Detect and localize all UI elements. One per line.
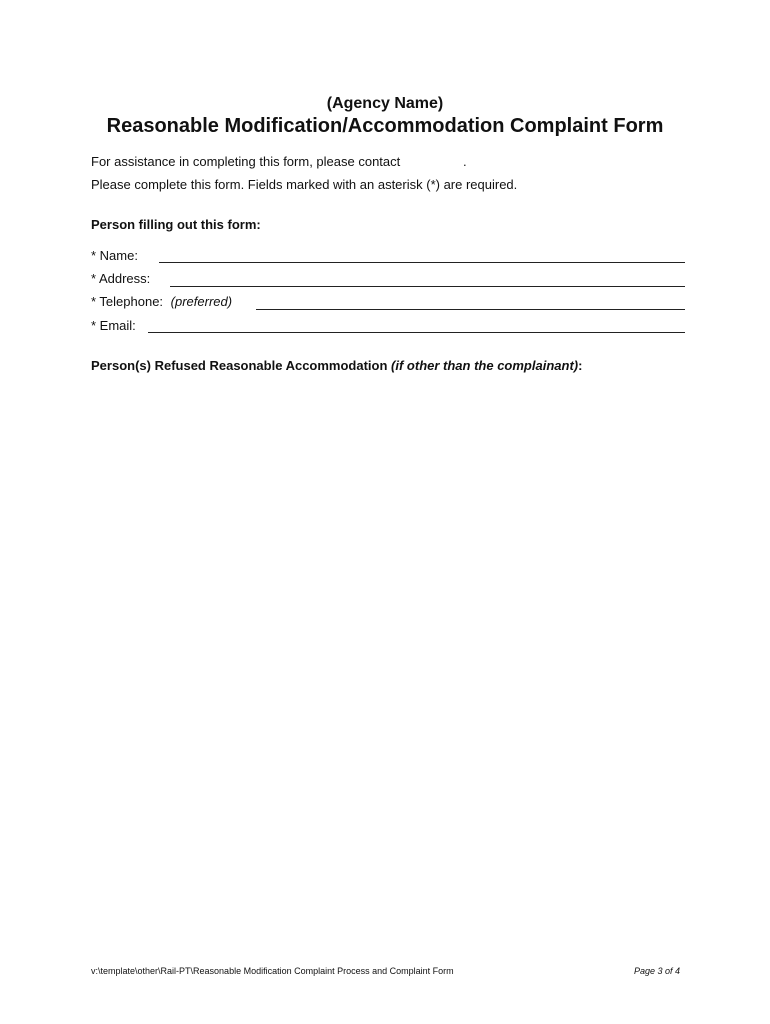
footer-page-number: Page 3 of 4 <box>633 966 680 976</box>
refused-heading-note: (if other than the complainant) <box>391 358 579 373</box>
telephone-label: * Telephone: <box>91 294 164 309</box>
email-field[interactable] <box>148 332 685 333</box>
address-field[interactable] <box>170 286 685 287</box>
assistance-contact-end: . <box>463 154 467 169</box>
form-title: Reasonable Modification/Accommodation Complaint Form <box>106 115 664 137</box>
instructions-text: Please complete this form. Fields marked with an asterisk (*) are required. <box>91 177 518 192</box>
assistance-text: For assistance in completing this form, please contact <box>91 154 401 169</box>
refused-heading-text: Person(s) Refused Reasonable Accommodation <box>91 358 388 373</box>
address-label: * Address: <box>91 271 151 286</box>
telephone-label-group <box>91 294 232 309</box>
filler-section-heading: Person filling out this form: <box>91 217 261 232</box>
name-field[interactable] <box>159 262 685 263</box>
telephone-preferred-note: (preferred) <box>170 294 233 309</box>
email-label: * Email: <box>91 318 136 333</box>
telephone-field[interactable] <box>256 309 685 310</box>
refused-heading-colon: : <box>578 358 583 373</box>
agency-name: (Agency Name) <box>326 95 444 112</box>
footer-file-path: v:\template\other\Rail-PT\Reasonable Modification Complaint Process and Complaint Form <box>91 966 454 976</box>
name-label: * Name: <box>91 248 138 263</box>
refused-section-heading <box>91 358 582 373</box>
